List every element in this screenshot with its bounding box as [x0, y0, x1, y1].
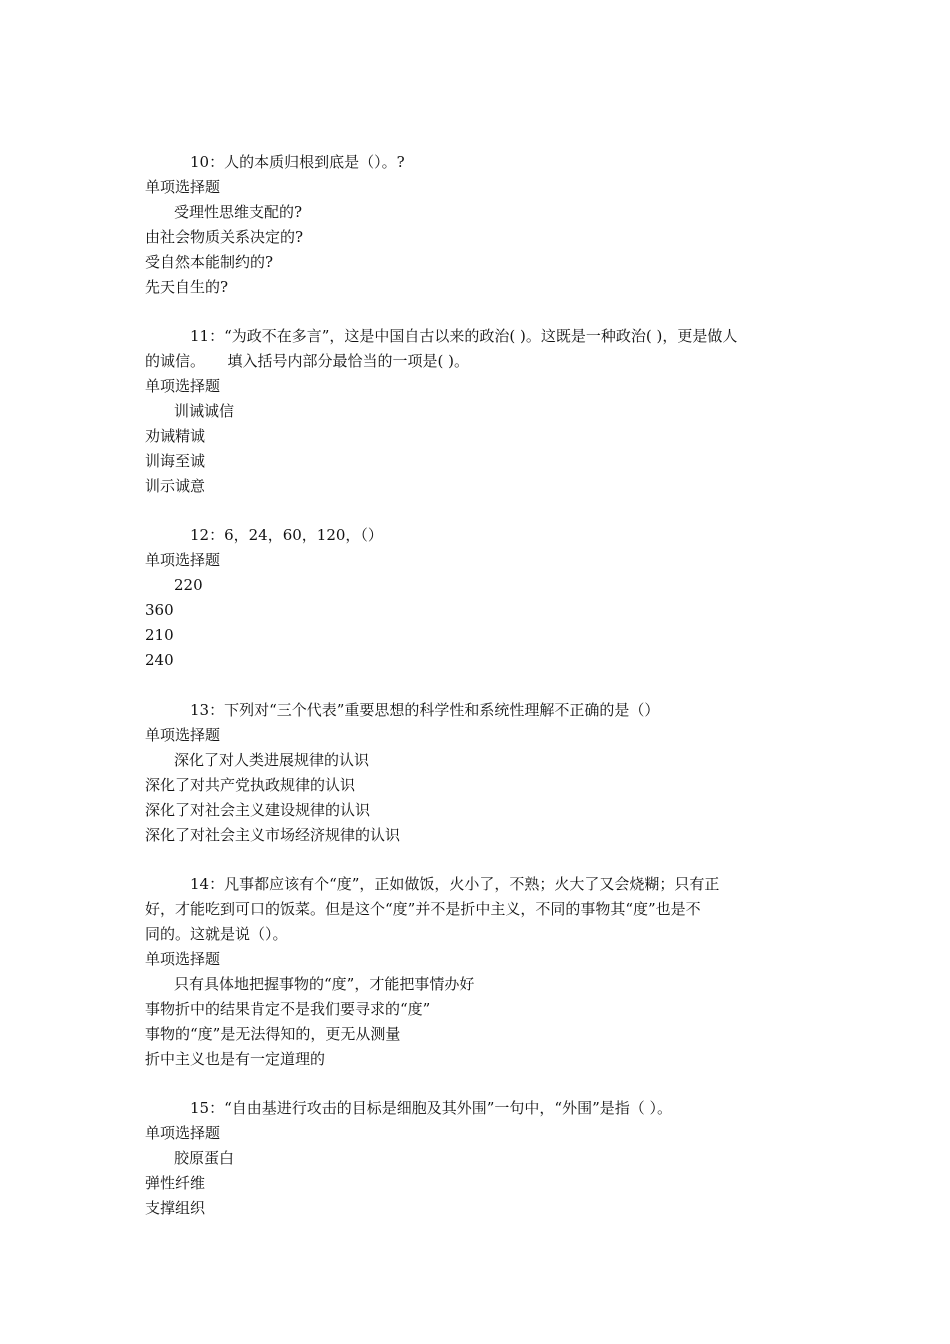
question-14-type: 单项选择题 [145, 950, 221, 968]
question-11-text-line2: 的诚信。 填入括号内部分最恰当的一项是( )。 [145, 352, 469, 370]
question-10-type: 单项选择题 [145, 178, 221, 196]
question-10-option-d: 先天自生的? [145, 278, 229, 296]
question-14-option-b: 事物折中的结果肯定不是我们要寻求的“度” [145, 1000, 431, 1018]
question-15-text: 15：“自由基进行攻击的目标是细胞及其外围”一句中，“外围”是指（ ）。 [190, 1099, 673, 1117]
question-10-text: 10：人的本质归根到底是（）。? [190, 153, 405, 171]
question-12-option-b: 360 [145, 601, 174, 619]
question-13-option-c: 深化了对社会主义建设规律的认识 [145, 801, 371, 819]
question-10-option-c: 受自然本能制约的? [145, 253, 274, 271]
question-12-text: 12：6，24，60，120，（） [190, 526, 383, 544]
question-15-type: 单项选择题 [145, 1124, 221, 1142]
question-13-option-d: 深化了对社会主义市场经济规律的认识 [145, 826, 401, 844]
question-11-option-a: 训诫诚信 [174, 402, 235, 420]
question-14-text-line3: 同的。这就是说（）。 [145, 925, 288, 943]
question-10-option-a: 受理性思维支配的? [174, 203, 303, 221]
question-11-option-c: 训诲至诚 [145, 452, 206, 470]
question-11-text-line1: 11：“为政不在多言”，这是中国自古以来的政治( )。这既是一种政治( )，更是做人 [190, 327, 738, 345]
question-13-option-a: 深化了对人类进展规律的认识 [174, 751, 370, 769]
question-12-type: 单项选择题 [145, 551, 221, 569]
question-15-option-c: 支撑组织 [145, 1199, 206, 1217]
question-13-text: 13：下列对“三个代表”重要思想的科学性和系统性理解不正确的是（） [190, 701, 660, 719]
question-11-option-b: 劝诫精诚 [145, 427, 206, 445]
question-13-option-b: 深化了对共产党执政规律的认识 [145, 776, 356, 794]
question-13-type: 单项选择题 [145, 726, 221, 744]
question-14-text-line2: 好，才能吃到可口的饭菜。但是这个“度”并不是折中主义，不同的事物其“度”也是不 [145, 900, 701, 918]
question-14-option-c: 事物的“度”是无法得知的，更无从测量 [145, 1025, 401, 1043]
question-12-option-d: 240 [145, 651, 174, 669]
question-11-option-d: 训示诚意 [145, 477, 206, 495]
question-15-option-b: 弹性纤维 [145, 1174, 206, 1192]
question-12-option-c: 210 [145, 626, 174, 644]
question-10-option-b: 由社会物质关系决定的? [145, 228, 304, 246]
question-15-option-a: 胶原蛋白 [174, 1149, 235, 1167]
question-14-option-a: 只有具体地把握事物的“度”，才能把事情办好 [174, 975, 475, 993]
question-14-text-line1: 14：凡事都应该有个“度”，正如做饭，火小了，不熟；火大了又会烧糊；只有正 [190, 875, 720, 893]
question-14-option-d: 折中主义也是有一定道理的 [145, 1050, 326, 1068]
question-12-option-a: 220 [174, 576, 203, 594]
question-11-type: 单项选择题 [145, 377, 221, 395]
